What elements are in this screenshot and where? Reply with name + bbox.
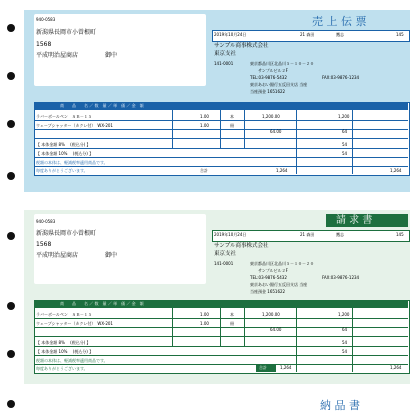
slip-date: 2019年10月24日 [214,32,247,37]
tax-row-amount: 54 [342,340,348,345]
row-divider [34,166,408,167]
customer-number: 1568 [36,41,52,48]
row-divider [34,157,408,158]
tractor-hole [7,350,15,358]
supplier-address-line1: 東京都品川区北品川５－１０－２０ [250,61,314,66]
supplier-tel: TEL:03-9876-5432 [250,275,287,280]
subtotal-label: 合計 [200,168,208,173]
customer-window [34,214,206,284]
row-divider [34,336,408,337]
total-value: 1,264 [390,365,402,370]
supplier-bank: 東京あおい銀行五反田支店 当座 [250,82,308,87]
tax-row-label: 【 本体金額 8% (税込分) 】 [36,340,91,345]
item-unit: 本 [230,114,234,119]
table-header-label: 商 品 名 ／ 数 量 ／ 単 価 ／ 金 額 [60,103,144,108]
tractor-hole [7,302,15,310]
item-qty: 1.00 [200,114,209,119]
tractor-hole [7,24,15,32]
note-line: 毎度ありがとうございます。 [36,168,88,173]
supplier-fax: FAX:03-9876-1234 [322,275,360,280]
supplier-name: サンプル商事株式会社 [214,243,269,249]
supplier-fax: FAX:03-9876-1234 [322,75,360,80]
supplier-bank: 東京あおい銀行五反田支店 当座 [250,282,308,287]
table-header-label: 商 品 名 ／ 数 量 ／ 単 価 ／ 金 額 [60,301,144,306]
slip-page: 145 [396,32,404,37]
item-amount: 1,200 [338,114,350,119]
item-amount: 64 [342,129,348,134]
tractor-hole [7,400,15,408]
item-name: ウェーブシャッター（カクレ付） WX-201 [36,321,113,326]
item-price: 1,200.00 [262,312,280,317]
tractor-hole [7,232,15,240]
supplier-address-line2: サンプルビル２F [258,268,288,273]
row-divider [34,148,408,149]
supplier-account: 当座預金 1651622 [250,289,286,294]
tractor-hole [7,172,15,180]
supplier-branch: 東京支社 [214,51,237,57]
slip-rep: 鷹志 [336,232,344,237]
slip-number: 21 森田 [300,32,315,37]
note-line: 毎度ありがとうございます。 [36,366,88,371]
tax-row-label: 【 本体金額 8% (税込分) 】 [36,142,91,147]
row-divider [34,355,408,356]
slip-rep: 鷹志 [336,32,344,37]
item-amount: 64 [342,327,348,332]
item-price: 1,200.00 [262,114,280,119]
supplier-zip: 141-0001 [214,61,234,66]
customer-postal: 940-0583 [36,219,56,224]
item-name: ラバーボールペン ＳＢ－１５ [36,114,92,119]
tax-row-amount: 54 [342,151,348,156]
item-qty: 1.00 [200,321,209,326]
customer-address: 新潟県長岡市小曽根町 [36,230,97,237]
supplier-name: サンプル商事株式会社 [214,43,269,49]
tax-row-amount: 54 [342,142,348,147]
customer-name: 平成明治屋商店 [36,52,79,59]
item-qty: 1.00 [200,123,209,128]
subtotal-value: 1,264 [280,365,292,370]
supplier-address-line1: 東京都品川区北品川５－１０－２０ [250,261,314,266]
item-price: 64.00 [270,129,282,134]
row-divider [34,327,408,328]
row-divider [34,120,408,121]
customer-honorific: 御中 [105,52,118,59]
item-unit: 本 [230,312,234,317]
customer-honorific: 御中 [105,252,118,259]
tax-row-label: 【 本体金額 10% (税込分) 】 [36,151,94,156]
supplier-zip: 141-0001 [214,261,234,266]
item-amount: 1,200 [338,312,350,317]
subtotal-value: 1,264 [276,168,288,173]
slip-title: 請 求 書 [336,215,373,226]
row-divider [34,318,408,319]
supplier-address-line2: サンプルビル２F [258,68,288,73]
tax-row-label: 【 本体金額 10% (税込分) 】 [36,349,94,354]
row-divider [34,346,408,347]
note-line: 税額の本体は、軽減税率適用商品です。 [36,160,108,165]
slip-date: 2019年10月24日 [214,232,247,237]
note-line: 税額の本体は、軽減税率適用商品です。 [36,358,108,363]
slip-number: 21 森田 [300,232,315,237]
supplier-branch: 東京支社 [214,251,237,257]
item-unit: 冊 [230,321,234,326]
tax-row-amount: 54 [342,349,348,354]
item-unit: 冊 [230,123,234,128]
tractor-hole [7,120,15,128]
total-label: 合計 [259,365,267,370]
customer-window [34,14,206,86]
customer-address: 新潟県長岡市小曽根町 [36,29,97,36]
customer-number: 1568 [36,241,52,248]
slip-title: 売 上 伝 票 [312,15,367,28]
customer-postal: 940-0583 [36,17,56,22]
total-value: 1,264 [390,168,402,173]
supplier-tel: TEL:03-9876-5432 [250,75,287,80]
item-price: 64.00 [270,327,282,332]
slip-page: 145 [396,232,404,237]
row-divider [34,364,408,365]
supplier-account: 当座預金 1651622 [250,89,286,94]
item-qty: 1.00 [200,312,209,317]
item-name: ウェーブシャッター（カクレ付） WX-201 [36,123,113,128]
row-divider [34,129,408,130]
footer-title: 納 品 書 [320,399,360,412]
row-divider [34,138,408,139]
item-name: ラバーボールペン ＳＢ－１５ [36,312,92,317]
tractor-hole [7,72,15,80]
customer-name: 平成明治屋商店 [36,252,79,259]
